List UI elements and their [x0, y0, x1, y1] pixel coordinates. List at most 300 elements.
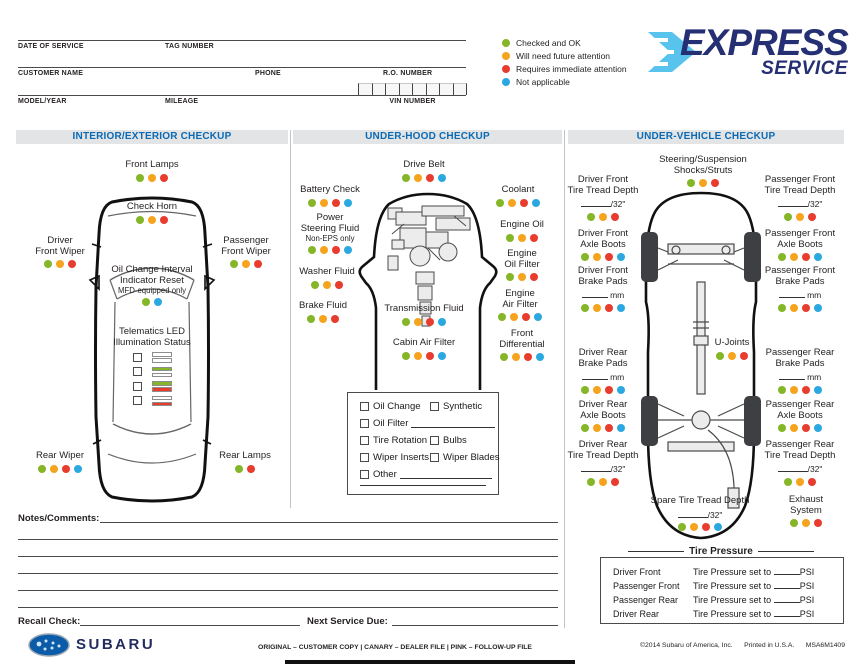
- status-dots: [20, 260, 100, 268]
- red-status-dot[interactable]: [808, 213, 816, 221]
- green-status-dot[interactable]: [500, 353, 508, 361]
- red-status-dot[interactable]: [332, 199, 340, 207]
- tread-unit: /32": [707, 509, 723, 520]
- yellow-status-dot[interactable]: [790, 304, 798, 312]
- red-status-dot[interactable]: [814, 519, 822, 527]
- yellow-status-dot[interactable]: [699, 179, 707, 187]
- legend-item-checked-ok: [502, 36, 627, 49]
- red-status-dot[interactable]: [702, 523, 710, 531]
- telematics-checkbox-3[interactable]: [133, 382, 142, 391]
- item-label: Brake Pads: [775, 275, 825, 287]
- item-label: Transmission Fluid: [384, 303, 464, 314]
- item-label: Driver Front: [577, 265, 629, 276]
- yellow-status-dot[interactable]: [790, 386, 798, 394]
- synthetic-checkbox[interactable]: [430, 402, 439, 411]
- led-bar-indicator: [152, 396, 172, 407]
- red-status-dot[interactable]: [68, 260, 76, 268]
- yellow-status-dot[interactable]: [508, 199, 516, 207]
- blue-status-dot[interactable]: [438, 318, 446, 326]
- item-label: Cabin Air Filter: [392, 337, 456, 348]
- item-driver-rear-tire-tread: [565, 440, 641, 486]
- red-status-dot[interactable]: [808, 478, 816, 486]
- pad-depth-entry: [762, 289, 838, 301]
- red-status-dot[interactable]: [524, 353, 532, 361]
- status-dots: [100, 298, 204, 306]
- item-label: Drive Belt: [403, 159, 445, 170]
- vin-comb-field[interactable]: [358, 83, 467, 95]
- yellow-status-dot[interactable]: [148, 216, 156, 224]
- green-status-dot[interactable]: [311, 281, 319, 289]
- title-leader-line: [628, 551, 684, 552]
- green-status-dot[interactable]: [308, 246, 316, 254]
- green-status-dot[interactable]: [778, 386, 786, 394]
- legend-label: Will need future attention: [516, 50, 611, 61]
- pad-depth-writein[interactable]: [779, 289, 805, 298]
- yellow-status-dot[interactable]: [319, 315, 327, 323]
- notes-line[interactable]: [18, 590, 558, 603]
- item-oil-change-interval-reset: [100, 265, 204, 306]
- red-status-dot[interactable]: [331, 315, 339, 323]
- status-dots: [768, 519, 844, 527]
- blue-status-dot[interactable]: [814, 304, 822, 312]
- subaru-wordmark: SUBARU: [76, 636, 156, 653]
- green-status-dot[interactable]: [402, 352, 410, 360]
- legend-dot-green: [502, 39, 510, 47]
- tire-position-label: Driver Rear: [613, 609, 660, 619]
- other-checkbox[interactable]: [360, 470, 369, 479]
- wiper-blades-checkbox[interactable]: [430, 453, 439, 462]
- item-label: Check Horn: [126, 201, 178, 212]
- green-status-dot[interactable]: [581, 424, 589, 432]
- item-passenger-rear-tire-tread: [762, 440, 838, 486]
- recall-check-label: Recall Check:: [18, 616, 81, 627]
- red-status-dot[interactable]: [332, 246, 340, 254]
- blue-status-dot[interactable]: [502, 78, 510, 86]
- telematics-checkbox-2[interactable]: [133, 367, 142, 376]
- red-status-dot[interactable]: [254, 260, 262, 268]
- engine-bay-diagram: [358, 190, 498, 390]
- green-status-dot[interactable]: [678, 523, 686, 531]
- green-status-dot[interactable]: [307, 315, 315, 323]
- set-to-label: Tire Pressure set to: [693, 595, 772, 605]
- item-brake-fluid: [285, 301, 361, 323]
- recall-check-writein[interactable]: [80, 625, 300, 626]
- item-label: Passenger Front: [764, 174, 836, 185]
- item-label: Illumination Status: [113, 336, 191, 348]
- psi-writein[interactable]: [774, 566, 800, 575]
- item-label: Shocks/Struts: [673, 164, 733, 176]
- status-dots: [374, 318, 474, 326]
- item-label: Tire Tread Depth: [764, 449, 836, 461]
- green-status-dot[interactable]: [235, 465, 243, 473]
- vin-comb-cell[interactable]: [453, 83, 468, 95]
- blue-status-dot[interactable]: [617, 304, 625, 312]
- yellow-status-dot[interactable]: [790, 253, 798, 261]
- led-bar-indicator: [152, 381, 172, 392]
- green-status-dot[interactable]: [587, 478, 595, 486]
- blue-status-dot[interactable]: [438, 174, 446, 182]
- red-status-dot[interactable]: [335, 281, 343, 289]
- red-status-dot[interactable]: [802, 386, 810, 394]
- yellow-status-dot[interactable]: [796, 213, 804, 221]
- red-status-dot[interactable]: [605, 424, 613, 432]
- yellow-status-dot[interactable]: [593, 424, 601, 432]
- blue-status-dot[interactable]: [154, 298, 162, 306]
- pad-depth-writein[interactable]: [779, 371, 805, 380]
- item-label: Air Filter: [502, 298, 538, 310]
- yellow-status-dot[interactable]: [414, 174, 422, 182]
- item-driver-rear-axle-boots: [565, 400, 641, 432]
- vin-comb-cell[interactable]: [358, 83, 372, 95]
- yellow-status-dot[interactable]: [502, 52, 510, 60]
- green-status-dot[interactable]: [716, 352, 724, 360]
- pad-depth-writein[interactable]: [582, 371, 608, 380]
- green-status-dot[interactable]: [587, 213, 595, 221]
- tread-depth-entry: [762, 463, 838, 475]
- status-dots: [762, 253, 838, 261]
- tread-unit: /32": [610, 464, 626, 474]
- pad-depth-entry: [565, 371, 641, 383]
- green-led-bar: [152, 367, 172, 372]
- red-status-dot[interactable]: [802, 304, 810, 312]
- status-dots: [565, 253, 641, 261]
- status-dots: [565, 478, 641, 486]
- green-status-dot[interactable]: [581, 304, 589, 312]
- red-status-dot[interactable]: [426, 318, 434, 326]
- white-led-bar: [152, 352, 172, 357]
- notes-line[interactable]: [18, 556, 558, 569]
- green-status-dot[interactable]: [230, 260, 238, 268]
- red-led-bar: [152, 387, 172, 392]
- bulbs-checkbox[interactable]: [430, 436, 439, 445]
- logo-express-text: EXPRESS: [680, 22, 848, 63]
- oil-filter-writein[interactable]: [411, 419, 495, 428]
- item-engine-air-filter: [482, 289, 558, 321]
- yellow-status-dot[interactable]: [796, 478, 804, 486]
- blue-status-dot[interactable]: [344, 246, 352, 254]
- item-rear-lamps: [205, 451, 285, 473]
- green-status-dot[interactable]: [506, 273, 514, 281]
- red-status-dot[interactable]: [530, 234, 538, 242]
- yellow-status-dot[interactable]: [242, 260, 250, 268]
- red-status-dot[interactable]: [605, 304, 613, 312]
- green-status-dot[interactable]: [790, 519, 798, 527]
- legend-item-future-attention: [502, 49, 627, 62]
- blue-status-dot[interactable]: [534, 313, 542, 321]
- tread-depth-writein[interactable]: [581, 198, 611, 207]
- green-status-dot[interactable]: [44, 260, 52, 268]
- status-legend: [502, 36, 627, 88]
- item-label: Front Wiper: [221, 245, 271, 257]
- blue-status-dot[interactable]: [344, 199, 352, 207]
- tire-pressure-row-driver-rear: [613, 608, 833, 619]
- pad-unit: mm: [610, 290, 625, 300]
- customer-phone-writein-line[interactable]: [18, 67, 466, 68]
- item-spare-tire-tread: [640, 496, 760, 531]
- yellow-status-dot[interactable]: [728, 352, 736, 360]
- yellow-status-dot[interactable]: [56, 260, 64, 268]
- tire-pressure-title-row: [600, 545, 842, 557]
- red-led-bar: [152, 402, 172, 407]
- next-service-writein[interactable]: [392, 625, 558, 626]
- item-driver-rear-brake-pads: [565, 348, 641, 394]
- red-status-dot[interactable]: [426, 174, 434, 182]
- green-status-dot[interactable]: [778, 424, 786, 432]
- under-vehicle-column-header: UNDER-VEHICLE CHECKUP: [568, 130, 844, 144]
- vin-comb-cell[interactable]: [399, 83, 413, 95]
- status-dots: [762, 386, 838, 394]
- item-engine-oil-filter: [484, 249, 560, 281]
- green-status-dot[interactable]: [402, 174, 410, 182]
- item-passenger-rear-axle-boots: [762, 400, 838, 432]
- model-mileage-writein-line[interactable]: [18, 95, 466, 96]
- psi-writein[interactable]: [774, 608, 800, 617]
- status-dots: [20, 465, 100, 473]
- vin-comb-cell[interactable]: [372, 83, 386, 95]
- red-status-dot[interactable]: [605, 386, 613, 394]
- tire-rotation-checkbox[interactable]: [360, 436, 369, 445]
- red-status-dot[interactable]: [711, 179, 719, 187]
- status-dots: [374, 352, 474, 360]
- pad-unit: mm: [807, 290, 822, 300]
- yellow-status-dot[interactable]: [518, 234, 526, 242]
- item-label: Driver Rear: [578, 439, 628, 450]
- legend-dot-red: [502, 65, 510, 73]
- item-label: Axle Boots: [777, 409, 823, 421]
- form-code-text: MSA6M1409: [805, 642, 845, 649]
- blue-status-dot[interactable]: [814, 253, 822, 261]
- yellow-status-dot[interactable]: [512, 353, 520, 361]
- vin-comb-cell[interactable]: [426, 83, 440, 95]
- item-front-lamps: [107, 160, 197, 182]
- green-status-dot[interactable]: [38, 465, 46, 473]
- yellow-status-dot[interactable]: [593, 304, 601, 312]
- green-status-dot[interactable]: [506, 234, 514, 242]
- green-status-dot[interactable]: [402, 318, 410, 326]
- undercarriage-diagram: [638, 190, 764, 546]
- blue-status-dot[interactable]: [74, 465, 82, 473]
- item-exhaust-system: [768, 495, 844, 527]
- pad-depth-entry: [565, 289, 641, 301]
- status-dots: [292, 246, 368, 254]
- telematics-checkbox-4[interactable]: [133, 396, 142, 405]
- page-edge-mark: [285, 660, 575, 664]
- green-status-dot[interactable]: [581, 253, 589, 261]
- phone-label: PHONE: [255, 70, 281, 77]
- notes-line[interactable]: [18, 573, 558, 586]
- psi-writein[interactable]: [774, 580, 800, 589]
- green-status-dot[interactable]: [498, 313, 506, 321]
- oil-filter-checkbox[interactable]: [360, 419, 369, 428]
- red-status-dot[interactable]: [247, 465, 255, 473]
- item-label: Engine Oil: [500, 219, 544, 230]
- legend-label: Checked and OK: [516, 37, 581, 48]
- other-writein[interactable]: [400, 470, 492, 479]
- tread-depth-writein[interactable]: [581, 463, 611, 472]
- yellow-status-dot[interactable]: [593, 386, 601, 394]
- pad-unit: mm: [807, 372, 822, 382]
- red-status-dot[interactable]: [611, 478, 619, 486]
- tread-depth-writein[interactable]: [778, 463, 808, 472]
- white-led-bar: [152, 396, 172, 401]
- green-status-dot[interactable]: [687, 179, 695, 187]
- tread-depth-writein[interactable]: [678, 509, 708, 518]
- status-dots: [292, 199, 368, 207]
- next-service-due-label: Next Service Due:: [307, 616, 388, 627]
- led-bar-indicator: [152, 352, 172, 363]
- tire-pressure-row-passenger-rear: [613, 594, 833, 605]
- red-status-dot[interactable]: [160, 216, 168, 224]
- item-label: Passenger: [223, 235, 269, 246]
- service-wiper-blades: [430, 452, 500, 463]
- yellow-status-dot[interactable]: [802, 519, 810, 527]
- green-status-dot[interactable]: [784, 478, 792, 486]
- red-status-dot[interactable]: [522, 313, 530, 321]
- set-to-label: Tire Pressure set to: [693, 567, 772, 577]
- red-status-dot[interactable]: [611, 213, 619, 221]
- blue-status-dot[interactable]: [814, 424, 822, 432]
- set-to-label: Tire Pressure set to: [693, 581, 772, 591]
- copy-distribution-text: ORIGINAL – CUSTOMER COPY | CANARY – DEALER FILE | PINK – FOLLOW-UP FILE: [258, 644, 532, 651]
- status-dots: [484, 273, 560, 281]
- item-label: Power: [316, 212, 344, 223]
- green-status-dot[interactable]: [581, 386, 589, 394]
- red-status-dot[interactable]: [160, 174, 168, 182]
- yellow-status-dot[interactable]: [599, 213, 607, 221]
- blue-status-dot[interactable]: [617, 386, 625, 394]
- red-status-dot[interactable]: [605, 253, 613, 261]
- status-dots: [285, 315, 361, 323]
- item-steering-suspension: [651, 155, 755, 187]
- blue-status-dot[interactable]: [814, 386, 822, 394]
- model-year-label: MODEL/YEAR: [18, 98, 67, 105]
- date-tag-writein-line[interactable]: [18, 40, 466, 41]
- item-passenger-front-axle-boots: [762, 229, 838, 261]
- red-status-dot[interactable]: [530, 273, 538, 281]
- green-status-dot[interactable]: [136, 216, 144, 224]
- yellow-status-dot[interactable]: [320, 246, 328, 254]
- blue-status-dot[interactable]: [532, 199, 540, 207]
- item-battery-check: [292, 185, 368, 207]
- service-tire-rotation: [360, 435, 427, 446]
- pad-depth-entry: [762, 371, 838, 383]
- yellow-status-dot[interactable]: [50, 465, 58, 473]
- status-dots: [762, 424, 838, 432]
- green-status-dot[interactable]: [502, 39, 510, 47]
- wiper-inserts-checkbox[interactable]: [360, 453, 369, 462]
- copyright-text: ©2014 Subaru of America, Inc.: [640, 642, 733, 649]
- yellow-status-dot[interactable]: [690, 523, 698, 531]
- yellow-status-dot[interactable]: [148, 174, 156, 182]
- item-drive-belt: [379, 160, 469, 182]
- oil-change-checkbox[interactable]: [360, 402, 369, 411]
- yellow-status-dot[interactable]: [518, 273, 526, 281]
- status-dots: [107, 216, 197, 224]
- services-performed-box: [347, 392, 499, 495]
- legend-label: Requires immediate attention: [516, 63, 627, 74]
- legend-label: Not applicable: [516, 76, 570, 87]
- blue-status-dot[interactable]: [438, 352, 446, 360]
- vin-comb-cell[interactable]: [412, 83, 426, 95]
- tread-unit: /32": [610, 199, 626, 209]
- notes-line[interactable]: [18, 607, 558, 620]
- white-led-bar: [152, 358, 172, 363]
- red-status-dot[interactable]: [520, 199, 528, 207]
- red-status-dot[interactable]: [62, 465, 70, 473]
- yellow-status-dot[interactable]: [790, 424, 798, 432]
- psi-label: PSI: [799, 567, 815, 577]
- tread-depth-entry: [565, 463, 641, 475]
- item-label: Front Wiper: [35, 245, 85, 257]
- item-cabin-air-filter: [374, 338, 474, 360]
- customer-name-label: CUSTOMER NAME: [18, 70, 84, 77]
- vin-comb-cell[interactable]: [385, 83, 399, 95]
- red-status-dot[interactable]: [802, 424, 810, 432]
- yellow-status-dot[interactable]: [320, 199, 328, 207]
- status-dots: [651, 179, 755, 187]
- service-label: Synthetic: [443, 401, 483, 412]
- notes-comments-label: Notes/Comments:: [18, 513, 100, 524]
- blue-status-dot[interactable]: [617, 253, 625, 261]
- yellow-status-dot[interactable]: [593, 253, 601, 261]
- status-dots: [480, 199, 556, 207]
- green-status-dot[interactable]: [496, 199, 504, 207]
- notes-line[interactable]: [100, 522, 558, 535]
- other-writein-line-2[interactable]: [360, 485, 486, 486]
- yellow-status-dot[interactable]: [323, 281, 331, 289]
- item-label: Washer Fluid: [299, 266, 355, 277]
- telematics-checkbox-1[interactable]: [133, 353, 142, 362]
- service-oil-filter: [360, 418, 495, 429]
- pad-depth-writein[interactable]: [582, 289, 608, 298]
- yellow-status-dot[interactable]: [414, 318, 422, 326]
- footer-legal-row: [640, 642, 845, 649]
- item-label: Oil Filter: [504, 258, 540, 270]
- green-status-dot[interactable]: [136, 174, 144, 182]
- red-status-dot[interactable]: [502, 65, 510, 73]
- yellow-status-dot[interactable]: [414, 352, 422, 360]
- tire-pressure-row-driver-front: [613, 566, 833, 577]
- psi-writein[interactable]: [774, 594, 800, 603]
- blue-status-dot[interactable]: [617, 424, 625, 432]
- item-label: Engine: [505, 288, 535, 299]
- green-status-dot[interactable]: [778, 304, 786, 312]
- blue-status-dot[interactable]: [714, 523, 722, 531]
- red-status-dot[interactable]: [740, 352, 748, 360]
- tread-unit: /32": [807, 199, 823, 209]
- status-dots: [640, 523, 760, 531]
- white-led-bar: [152, 373, 172, 378]
- psi-label: PSI: [799, 595, 815, 605]
- yellow-status-dot[interactable]: [599, 478, 607, 486]
- notes-line[interactable]: [18, 539, 558, 552]
- subaru-logo: [28, 633, 188, 657]
- yellow-status-dot[interactable]: [510, 313, 518, 321]
- tread-depth-writein[interactable]: [778, 198, 808, 207]
- green-status-dot[interactable]: [778, 253, 786, 261]
- blue-status-dot[interactable]: [536, 353, 544, 361]
- green-status-dot[interactable]: [784, 213, 792, 221]
- vin-comb-cell[interactable]: [439, 83, 453, 95]
- item-passenger-rear-brake-pads: [762, 348, 838, 394]
- green-status-dot[interactable]: [308, 199, 316, 207]
- green-status-dot[interactable]: [142, 298, 150, 306]
- red-status-dot[interactable]: [426, 352, 434, 360]
- telematics-led-row-1: [100, 352, 204, 363]
- item-label: Tire Tread Depth: [567, 449, 639, 461]
- status-dots: [484, 234, 560, 242]
- red-status-dot[interactable]: [802, 253, 810, 261]
